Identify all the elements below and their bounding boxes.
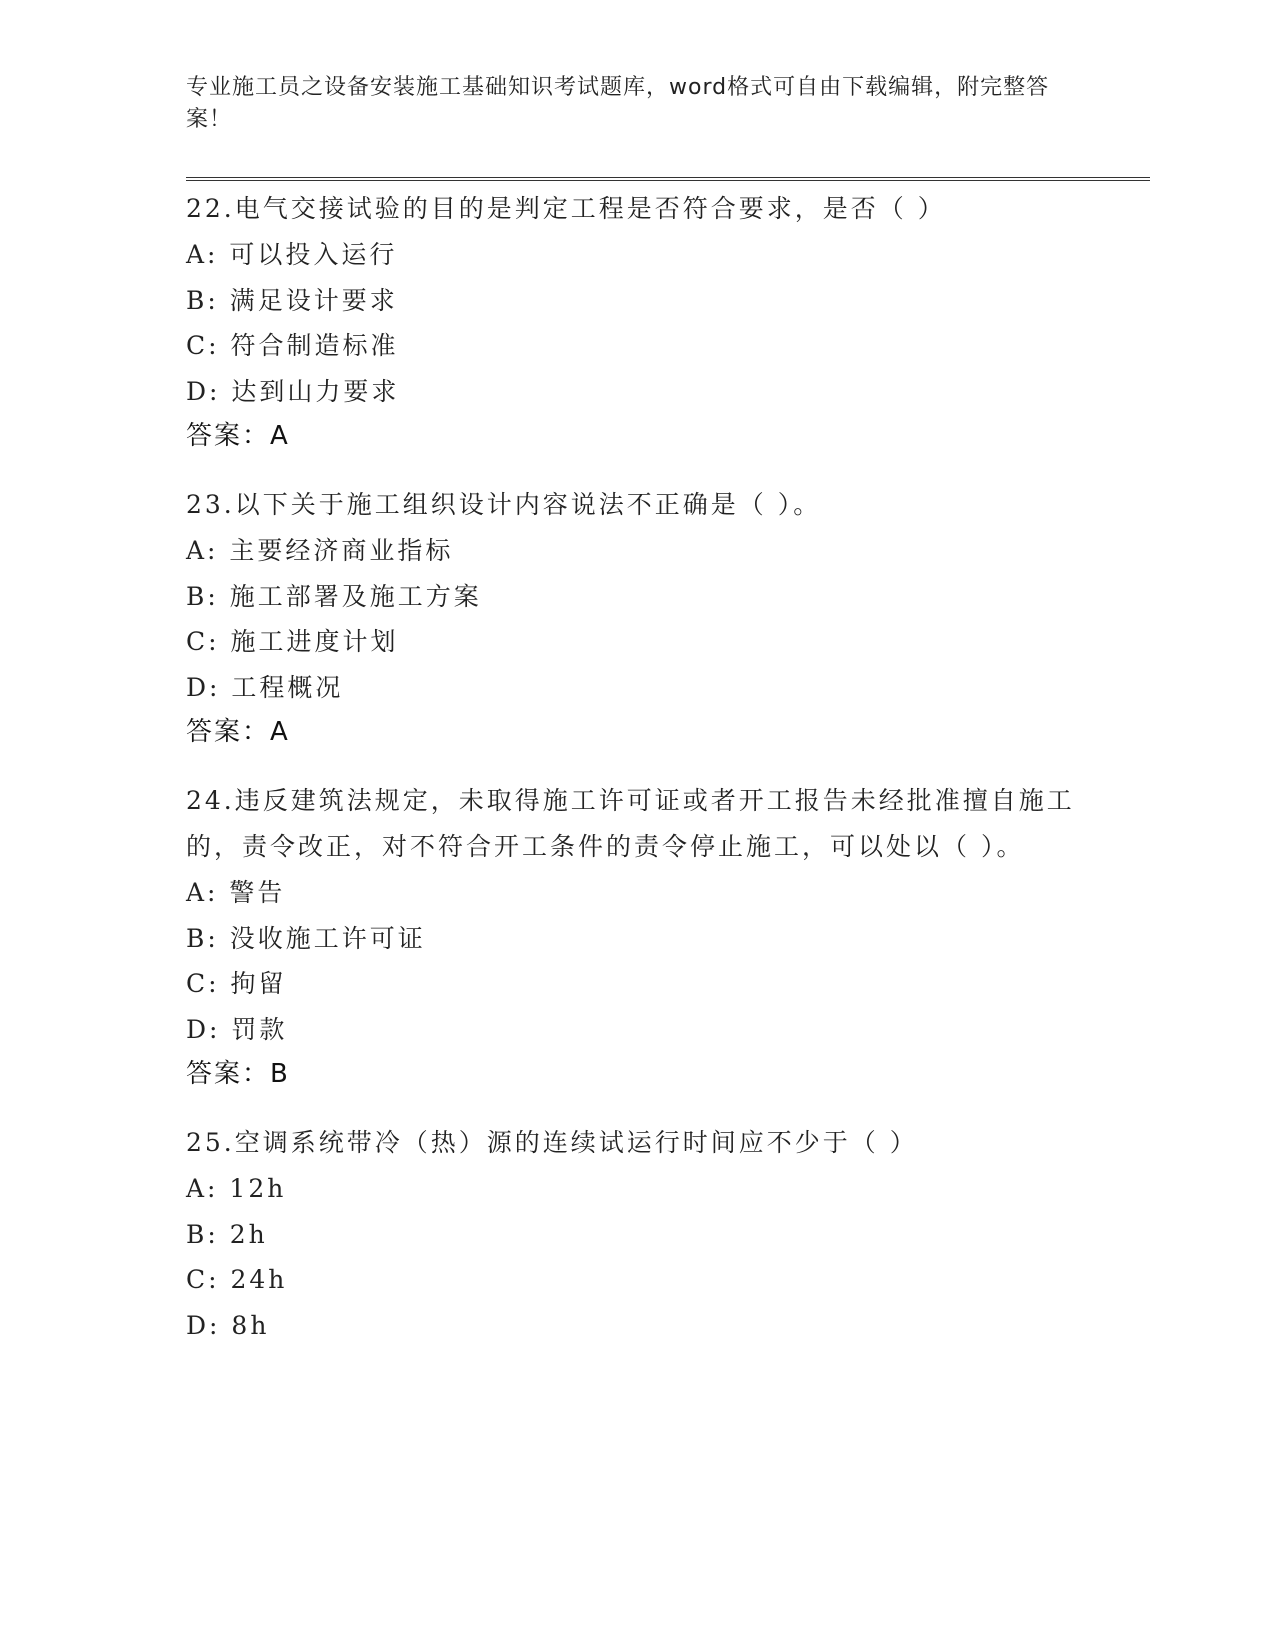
question-23 xyxy=(186,482,1086,755)
document-header: 专业施工员之设备安装施工基础知识考试题库，word格式可自由下载编辑，附完整答案！ xyxy=(186,75,1050,132)
answer: 答案：A xyxy=(186,717,290,747)
question-stem: 22.电气交接试验的目的是判定工程是否符合要求，是否（ ） xyxy=(186,194,946,223)
option-d: D: 8h xyxy=(186,1310,270,1340)
option-d: D: 达到山力要求 xyxy=(186,376,400,406)
question-list xyxy=(186,186,1086,1371)
question-stem: 25.空调系统带冷（热）源的连续试运行时间应不少于（ ） xyxy=(186,1128,918,1157)
question-22 xyxy=(186,186,1086,459)
question-stem: 24.违反建筑法规定，未取得施工许可证或者开工报告未经批准擅自施工的，责令改正，对不符合开工条件的责令停止施工，可以处以（ ）。 xyxy=(186,786,1075,861)
option-c: C: 符合制造标准 xyxy=(186,331,399,360)
option-c: C: 施工进度计划 xyxy=(186,627,399,656)
option-d: D: 罚款 xyxy=(186,1014,288,1044)
question-24 xyxy=(186,778,1086,1097)
header-divider xyxy=(186,177,1150,181)
answer: 答案：A xyxy=(186,421,290,451)
answer: 答案：B xyxy=(186,1059,290,1089)
option-a: A: 警告 xyxy=(186,878,286,907)
option-a: A: 可以投入运行 xyxy=(186,240,398,269)
option-b: B: 满足设计要求 xyxy=(186,285,398,315)
option-b: B: 2h xyxy=(186,1219,268,1249)
option-b: B: 施工部署及施工方案 xyxy=(186,581,482,611)
question-stem: 23.以下关于施工组织设计内容说法不正确是（ ）。 xyxy=(186,490,822,519)
option-c: C: 拘留 xyxy=(186,969,287,998)
option-c: C: 24h xyxy=(186,1265,288,1294)
option-a: A: 12h xyxy=(186,1174,287,1203)
option-a: A: 主要经济商业指标 xyxy=(186,536,454,565)
question-25 xyxy=(186,1120,1086,1348)
option-d: D: 工程概况 xyxy=(186,672,344,702)
option-b: B: 没收施工许可证 xyxy=(186,923,426,953)
